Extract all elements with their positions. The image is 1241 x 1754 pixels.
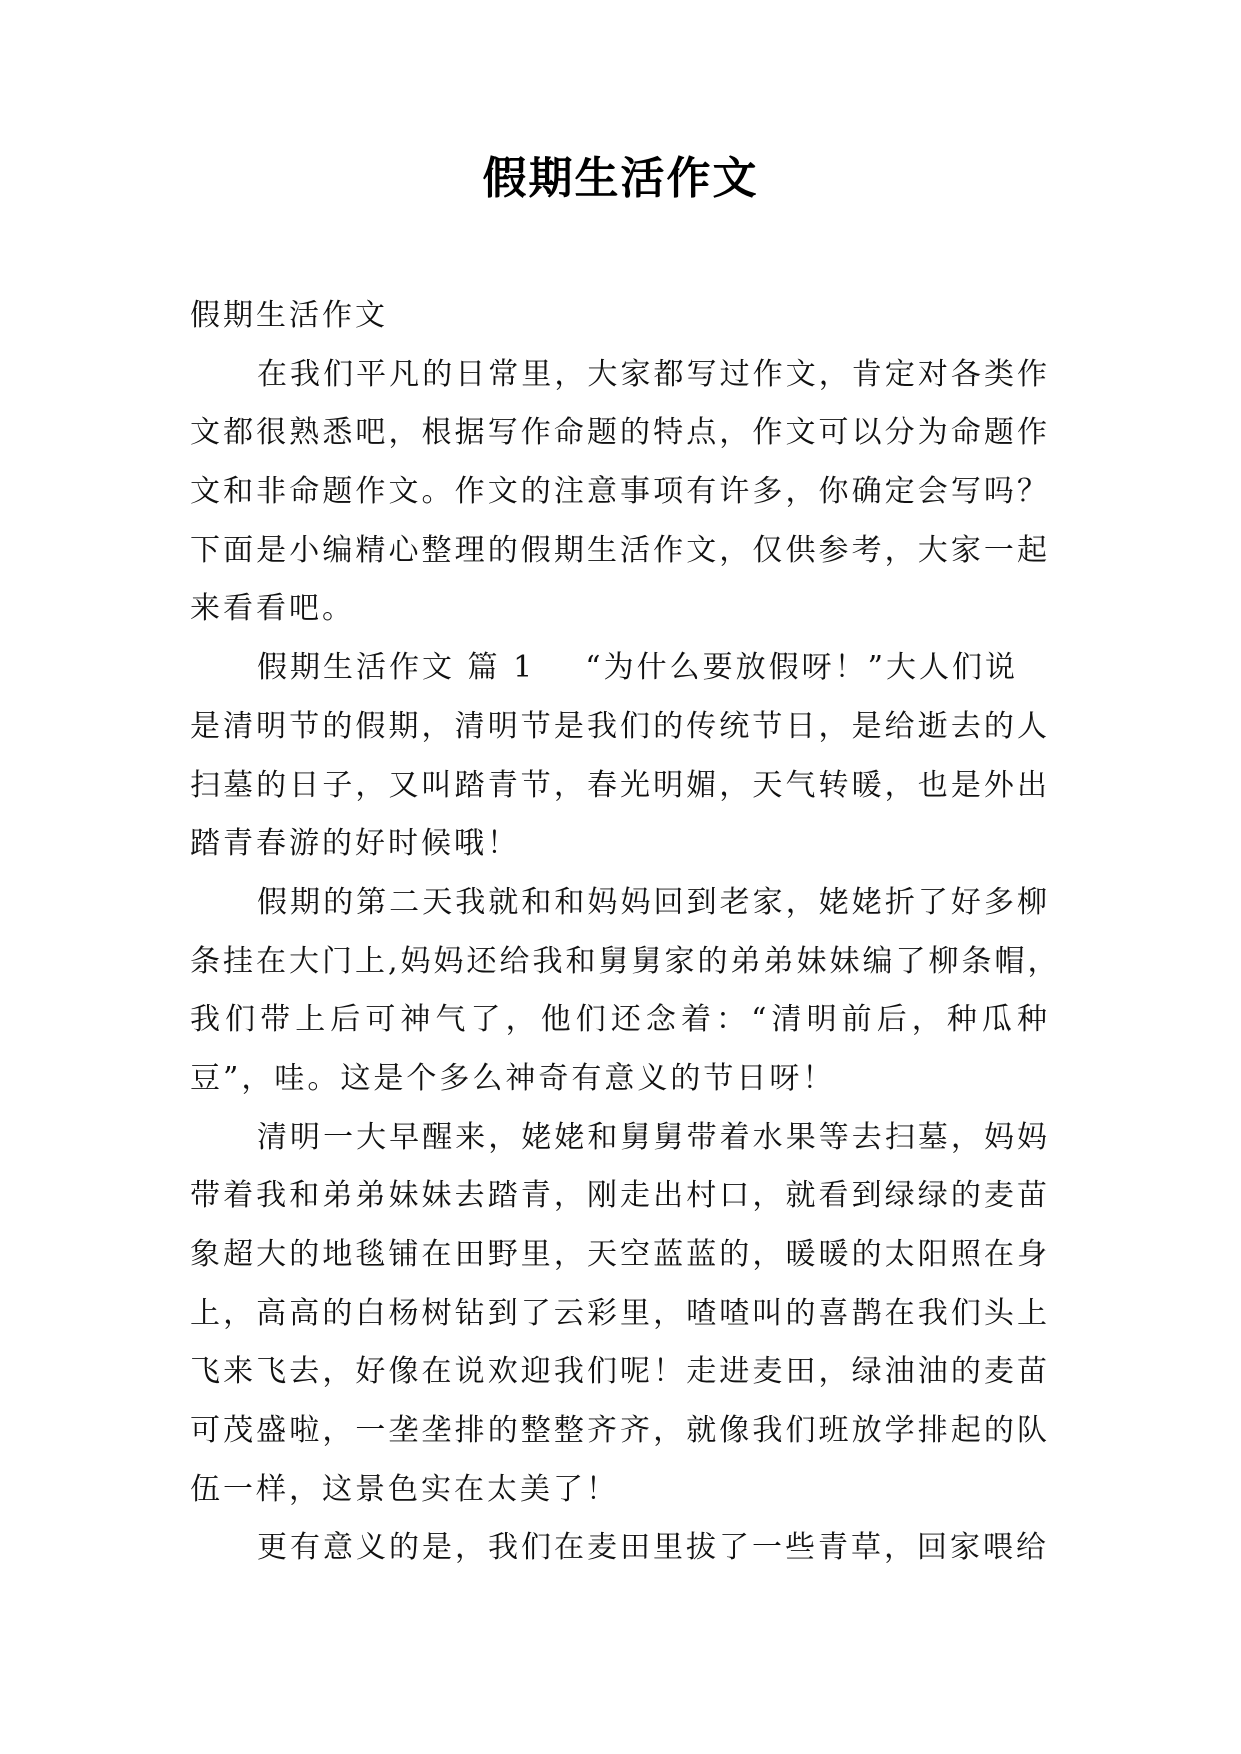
text-line: 文和非命题作文。作文的注意事项有许多，你确定会写吗？: [190, 474, 1050, 510]
text-line: 下面是小编精心整理的假期生活作文，仅供参考，大家一起: [190, 532, 1050, 568]
text-line: 伍一样，这景色实在太美了！: [190, 1471, 619, 1507]
text-line: 可茂盛啦，一垄垄排的整整齐齐，就像我们班放学排起的队: [190, 1413, 1050, 1449]
text-line: 飞来飞去，好像在说欢迎我们呢！走进麦田，绿油油的麦苗: [190, 1354, 1050, 1390]
text-line: 清明一大早醒来，姥姥和舅舅带着水果等去扫墓，妈妈: [257, 1119, 1050, 1155]
text-line: 更有意义的是，我们在麦田里拔了一些青草，回家喂给: [257, 1530, 1049, 1566]
text-line: 假期生活作文 篇 1 “为什么要放假呀！”大人们说: [257, 650, 1018, 686]
document-body: [190, 287, 1061, 1578]
text-line: 假期的第二天我就和和妈妈回到老家，姥姥折了好多柳: [257, 884, 1050, 920]
document-title: 假期生活作文: [482, 153, 759, 204]
paragraph: [190, 1519, 1050, 1578]
text-line: 上，高高的白杨树钻到了云彩里，喳喳叫的喜鹊在我们头上: [190, 1295, 1050, 1331]
text-line: 我们带上后可神气了，他们还念着：“清明前后，种瓜种: [190, 1002, 1050, 1038]
text-line: 是清明节的假期，清明节是我们的传统节日，是给逝去的人: [190, 708, 1050, 744]
paragraph: [190, 874, 1061, 1109]
text-line: 在我们平凡的日常里，大家都写过作文，肯定对各类作: [257, 356, 1050, 392]
paragraph: [190, 1109, 1050, 1520]
paragraph: [190, 639, 1050, 874]
text-line: 象超大的地毯铺在田野里，天空蓝蓝的，暖暖的太阳照在身: [190, 1237, 1050, 1272]
document-heading: 假期生活作文: [190, 298, 388, 333]
text-line: 扫墓的日子，又叫踏青节，春光明媚，天气转暖，也是外出: [190, 767, 1050, 803]
text-line: 豆”，哇。这是个多么神奇有意义的节日呀！: [190, 1060, 836, 1096]
text-line: 带着我和弟弟妹妹去踏青，刚走出村口，就看到绿绿的麦苗: [190, 1178, 1050, 1214]
text-line: 条挂在大门上,妈妈还给我和舅舅家的弟弟妹妹编了柳条帽，: [190, 943, 1061, 979]
text-line: 文都很熟悉吧，根据写作命题的特点，作文可以分为命题作: [190, 415, 1050, 451]
paragraph: [190, 346, 1050, 639]
text-line: 踏青春游的好时候哦！: [190, 826, 520, 862]
text-line: 来看看吧。: [190, 591, 355, 627]
